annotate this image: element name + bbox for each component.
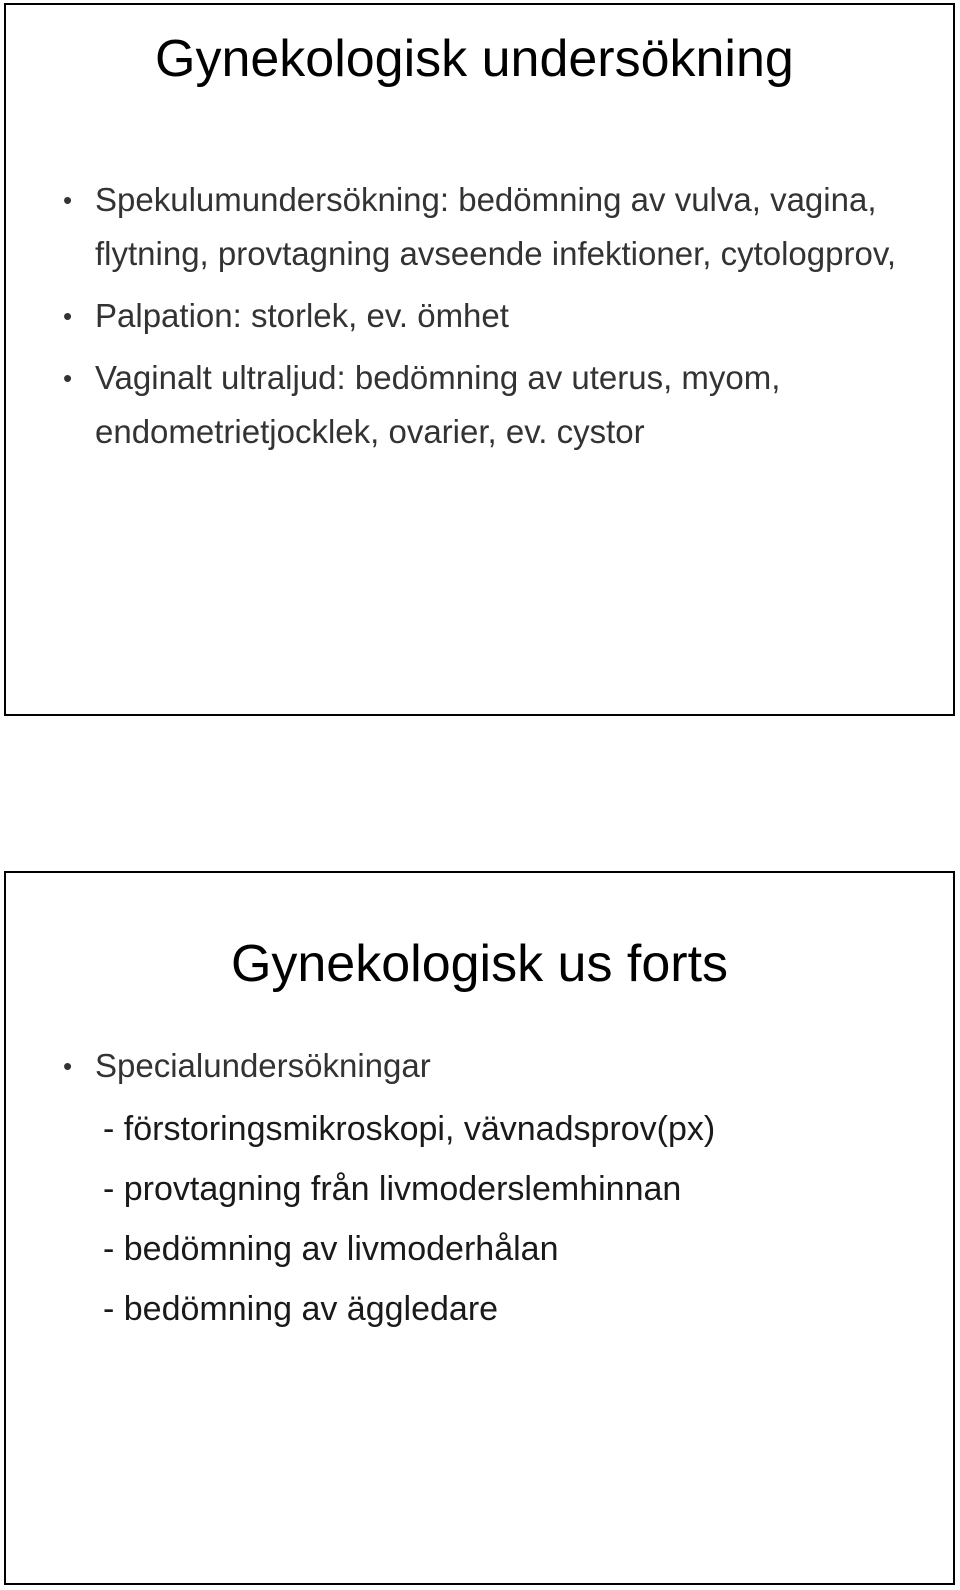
- sub-item: - bedömning av äggledare: [103, 1290, 499, 1328]
- slide-title: Gynekologisk undersökning: [155, 30, 794, 88]
- bullet-icon: •: [63, 1051, 73, 1081]
- bullet-icon: •: [63, 363, 73, 393]
- bullet-item: [6, 173, 953, 281]
- slide-2: [4, 871, 955, 1585]
- slide-1: [4, 3, 955, 716]
- slide-title: Gynekologisk us forts: [230, 935, 729, 993]
- bullet-icon: •: [63, 301, 73, 331]
- bullet-list: [6, 173, 953, 467]
- bullet-list: [6, 1039, 953, 1093]
- sub-item: - bedömning av livmoderhålan: [103, 1230, 559, 1268]
- bullet-icon: •: [63, 185, 73, 215]
- bullet-item: [6, 289, 953, 343]
- bullet-text: Palpation: storlek, ev. ömhet: [95, 297, 509, 334]
- bullet-item: [6, 1039, 953, 1093]
- bullet-item: [6, 351, 953, 459]
- sub-item: - förstoringsmikroskopi, vävnadsprov(px): [103, 1110, 716, 1148]
- bullet-text: Specialundersökningar: [95, 1047, 431, 1084]
- bullet-text: Vaginalt ultraljud: bedömning av uterus, myom, endometrietjocklek, ovarier, ev. cystor: [95, 359, 781, 450]
- sub-item-list: [6, 1099, 953, 1339]
- bullet-text: Spekulumundersökning: bedömning av vulva, vagina, flytning, provtagning avseende infektioner, cytologprov,: [95, 181, 897, 272]
- sub-item: - provtagning från livmoderslemhinnan: [103, 1170, 682, 1208]
